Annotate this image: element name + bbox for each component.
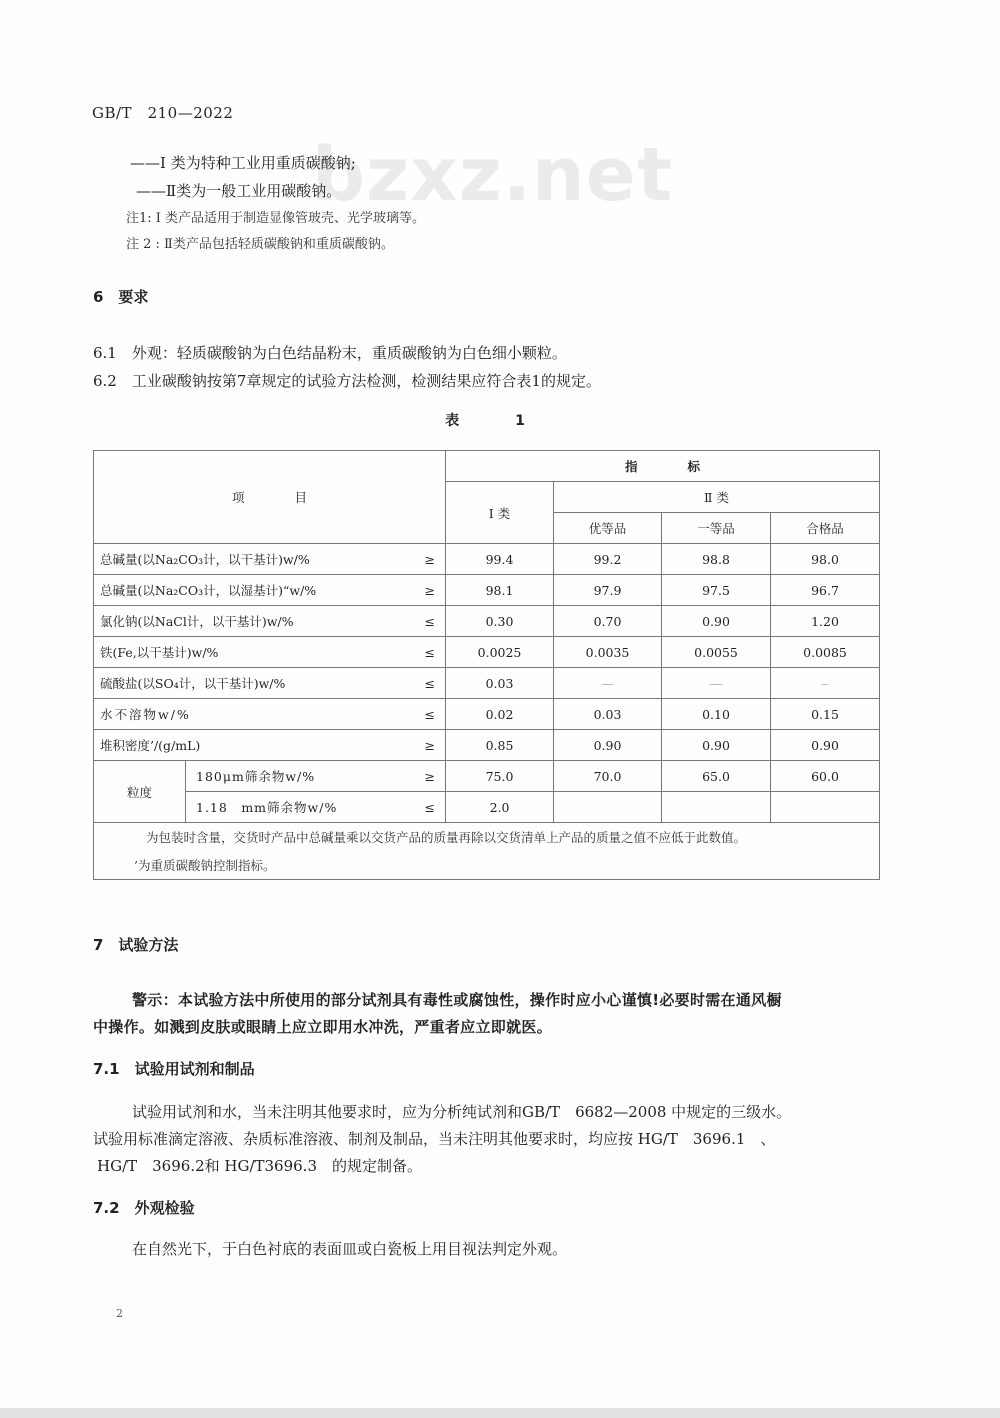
class-list-item: ——Ⅱ类为一般工业用碳酸钠。 <box>136 182 342 200</box>
row-value: 98.0 <box>771 544 880 575</box>
clause-7-2-text: 在自然光下，于白色衬底的表面皿或白瓷板上用目视法判定外观。 <box>132 1240 568 1258</box>
page-number: 2 <box>116 1307 123 1320</box>
table-footnote: 为包装时含量，交货时产品中总碱量乘以交货产品的质量再除以交货清单上产品的质量之值不应低于此数值。 <box>94 823 880 852</box>
row-value: 0.0055 <box>662 637 771 668</box>
clause-7-1-text: 试验用标准滴定溶液、杂质标准溶液、制剂及制品，当未注明其他要求时，均应按 HG/T 3696.1 、 <box>93 1130 776 1148</box>
row-value: 0.0025 <box>446 637 554 668</box>
row-value: 0.03 <box>446 668 554 699</box>
clause-7-1-heading: 7.1 试验用试剂和制品 <box>93 1060 255 1078</box>
row-item: 水不溶物w/% <box>94 699 398 730</box>
row-value <box>771 792 880 823</box>
class-1-header: Ⅰ 类 <box>446 482 554 544</box>
table-title: 表 1 <box>445 413 525 429</box>
table-row <box>94 575 880 606</box>
row-value: 0.90 <box>662 606 771 637</box>
row-value: 0.02 <box>446 699 554 730</box>
row-value: 97.5 <box>662 575 771 606</box>
row-value: 97.9 <box>554 575 662 606</box>
table-row <box>94 761 880 792</box>
grade-header: 合格品 <box>771 513 880 544</box>
class-2-header: Ⅱ 类 <box>554 482 880 513</box>
row-value: 1.20 <box>771 606 880 637</box>
row-value: 0.30 <box>446 606 554 637</box>
row-value: 0.0035 <box>554 637 662 668</box>
row-item: 总碱量(以Na₂CO₃计，以湿基计)“w/% <box>94 575 398 606</box>
table-footnote-row <box>94 851 880 880</box>
note-2: 注 2 : Ⅱ类产品包括轻质碳酸钠和重质碳酸钠。 <box>126 237 394 252</box>
row-value: 0.90 <box>554 730 662 761</box>
table-row <box>94 544 880 575</box>
row-value: 75.0 <box>446 761 554 792</box>
row-value: 0.90 <box>771 730 880 761</box>
item-header: 项 目 <box>94 451 446 544</box>
row-symbol: ≥ <box>398 544 446 575</box>
row-symbol: ≥ <box>398 761 446 792</box>
row-symbol: ≤ <box>398 637 446 668</box>
row-item: 180μm筛余物w/% <box>186 761 398 792</box>
row-value: — <box>662 668 771 699</box>
row-value: 0.03 <box>554 699 662 730</box>
row-value: 0.70 <box>554 606 662 637</box>
row-value: 70.0 <box>554 761 662 792</box>
table-row <box>94 668 880 699</box>
row-value: 0.0085 <box>771 637 880 668</box>
row-symbol: ≥ <box>398 730 446 761</box>
row-value: 0.15 <box>771 699 880 730</box>
page-edge-shadow <box>0 1408 1000 1418</box>
table-row <box>94 606 880 637</box>
table-row <box>94 792 880 823</box>
row-item: 堆积密度’/(g/mL) <box>94 730 398 761</box>
index-header: 指 标 <box>446 451 880 482</box>
clause-7-2-heading: 7.2 外观检验 <box>93 1199 195 1217</box>
row-symbol: ≥ <box>398 575 446 606</box>
row-value <box>554 792 662 823</box>
row-value: — <box>554 668 662 699</box>
row-symbol: ≤ <box>398 699 446 730</box>
grade-header: 优等品 <box>554 513 662 544</box>
row-value: 2.0 <box>446 792 554 823</box>
row-value: – <box>771 668 880 699</box>
row-value: 0.90 <box>662 730 771 761</box>
safety-warning-line: 警示：本试验方法中所使用的部分试剂具有毒性或腐蚀性，操作时应小心谨慎!必要时需在通风橱 <box>132 991 782 1009</box>
row-value <box>662 792 771 823</box>
row-item: 总碱量(以Na₂CO₃计，以干基计)w/% <box>94 544 398 575</box>
table-row <box>94 730 880 761</box>
section-6-heading: 6 要求 <box>93 288 149 306</box>
clause-7-1-text: HG/T 3696.2和 HG/T3696.3 的规定制备。 <box>97 1157 422 1175</box>
standard-code: GB/T 210—2022 <box>92 104 234 122</box>
spec-table <box>93 450 880 880</box>
section-7-heading: 7 试验方法 <box>93 936 179 954</box>
row-symbol: ≤ <box>398 792 446 823</box>
row-item: 1.18 mm筛余物w/% <box>186 792 398 823</box>
row-value: 98.8 <box>662 544 771 575</box>
clause-6-2: 6.2 工业碳酸钠按第7章规定的试验方法检测，检测结果应符合表1的规定。 <box>93 372 601 390</box>
table-row <box>94 699 880 730</box>
row-item: 硫酸盐(以SO₄计，以干基计)w/% <box>94 668 398 699</box>
row-value: 99.4 <box>446 544 554 575</box>
note-1: 注1: Ⅰ 类产品适用于制造显像管玻壳、光学玻璃等。 <box>126 211 426 226</box>
row-symbol: ≤ <box>398 606 446 637</box>
row-item: 氯化钠(以NaCl计，以干基计)w/% <box>94 606 398 637</box>
row-value: 96.7 <box>771 575 880 606</box>
row-value: 0.85 <box>446 730 554 761</box>
grade-header: 一等品 <box>662 513 771 544</box>
row-value: 98.1 <box>446 575 554 606</box>
table-footnote: ’为重质碳酸钠控制指标。 <box>94 851 880 880</box>
clause-7-1-text: 试验用试剂和水，当未注明其他要求时，应为分析纯试剂和GB/T 6682—2008 中规定的三级水。 <box>132 1103 792 1121</box>
row-value: 65.0 <box>662 761 771 792</box>
row-value: 0.10 <box>662 699 771 730</box>
grain-size-label: 粒度 <box>94 761 186 823</box>
row-value: 60.0 <box>771 761 880 792</box>
row-item: 铁(Fe,以干基计)w/% <box>94 637 398 668</box>
clause-6-1: 6.1 外观：轻质碳酸钠为白色结晶粉末，重质碳酸钠为白色细小颗粒。 <box>93 344 567 362</box>
table-row <box>94 637 880 668</box>
class-list-item: ——Ⅰ 类为特种工业用重质碳酸钠; <box>130 154 356 172</box>
row-symbol: ≤ <box>398 668 446 699</box>
table-footnote-row <box>94 823 880 852</box>
watermark: bzxz.net <box>312 132 674 218</box>
row-value: 99.2 <box>554 544 662 575</box>
safety-warning-line: 中操作。如溅到皮肤或眼睛上应立即用水冲洗，严重者应立即就医。 <box>93 1018 553 1036</box>
